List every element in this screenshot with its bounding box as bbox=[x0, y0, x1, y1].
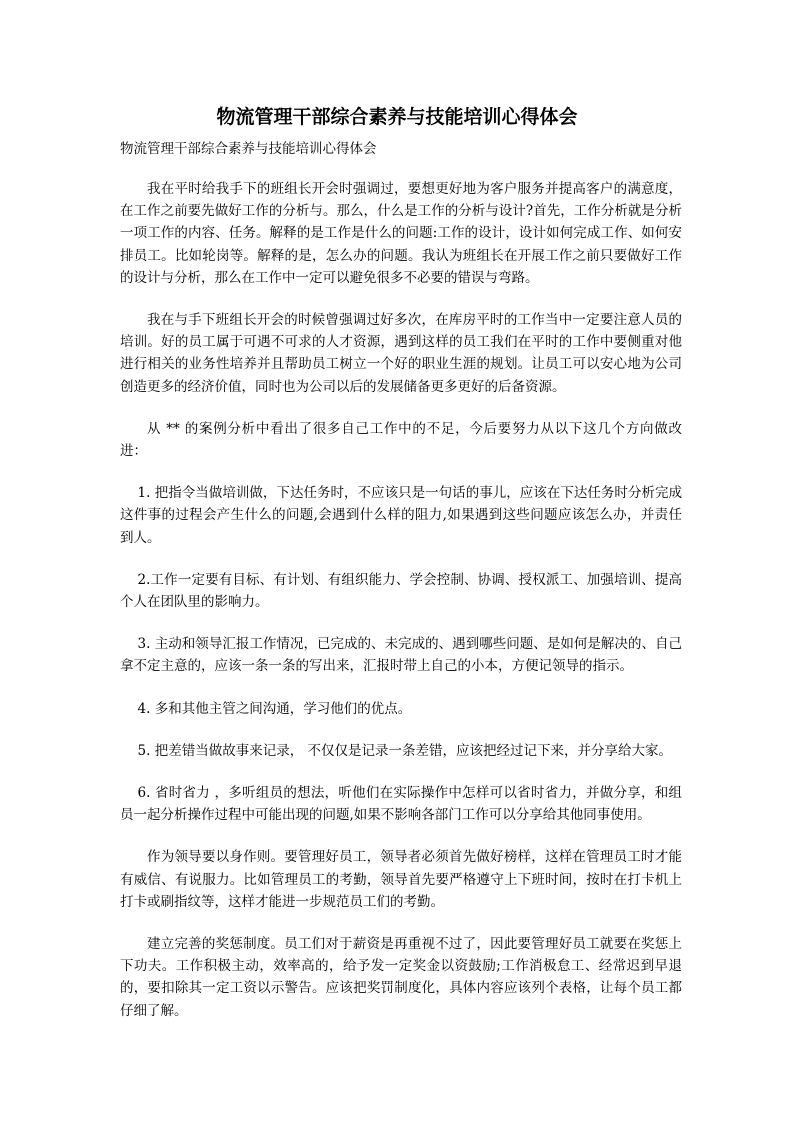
list-item-3: 3. 主动和领导汇报工作情况，已完成的、未完成的、遇到哪些问题、是如何是解决的、自己拿不定主意的，应该一条一条的写出来，汇报时带上自己的小本，方便记领导的指示。 bbox=[120, 636, 682, 675]
list-item-2: 2.工作一定要有目标、有计划、有组织能力、学会控制、协调、授权派工、加强培训、提高个人在团队里的影响力。 bbox=[120, 571, 682, 611]
paragraph-work-analysis: 我在平时给我手下的班组长开会时强调过，要想更好地为客户服务并提高客户的满意度，在工作之前要先做好工作的分析与。那么，什么是工作的分析与设计?首先，工作分析就是分析一项工作的内容、任务。解释的是工作是什么的问题:工作的设计，设计如何完成工作、如何安排员工。比如轮岗等。解释的是，怎么办的问题。我认为班组长在开展工作之前只要做好工作的设计与分析，那么在工作中一定可以避免很多不必要的错误与弯路。 bbox=[120, 181, 682, 286]
document-subtitle: 物流管理干部综合素养与技能培训心得体会 bbox=[120, 141, 377, 157]
document-title: 物流管理干部综合素养与技能培训心得体会 bbox=[216, 106, 578, 128]
list-item-4: 4. 多和其他主管之间沟通，学习他们的优点。 bbox=[137, 700, 412, 717]
list-item-5: 5. 把差错当做故事来记录， 不仅仅是记录一条差错，应该把经过记下来，并分享给大家。 bbox=[137, 742, 673, 759]
paragraph-reward-system: 建立完善的奖惩制度。员工们对于薪资是再重视不过了，因此要管理好员工就要在奖惩上下功夫。工作积极主动，效率高的，给予发一定奖金以资鼓励;工作消极怠工、经常迟到早退的，要扣除其一定工资以示警告。应该把奖罚制度化，具体内容应该列个表格，让每个员工都仔细了解。 bbox=[120, 936, 682, 1019]
paragraph-improvement-intro: 从 ** 的案例分析中看出了很多自己工作中的不足，今后要努力从以下这几个方向做改进： bbox=[120, 420, 682, 460]
paragraph-lead-by-example: 作为领导要以身作则。要管理好员工，领导者必须首先做好榜样，这样在管理员工时才能有威信、有说服力。比如管理员工的考勤，领导首先要严格遵守上下班时间，按时在打卡机上打卡或刷指纹等，这样才能进一步规范员工们的考勤。 bbox=[120, 849, 682, 910]
list-item-6: 6. 省时省力 ，多听组员的想法，听他们在实际操作中怎样可以省时省力，并做分享，和组员一起分析操作过程中可能出现的问题,如果不影响各部门工作可以分享给其他同事使用。 bbox=[120, 785, 682, 824]
document-body bbox=[120, 178, 682, 1042]
list-item-1: 1. 把指令当做培训做，下达任务时，不应该只是一句话的事儿，应该在下达任务时分析完成这件事的过程会产生什么的问题,会遇到什么样的阻力,如果遇到这些问题应该怎么办，并责任到人。 bbox=[120, 485, 682, 546]
paragraph-staff-training: 我在与手下班组长开会的时候曾强调过好多次，在库房平时的工作当中一定要注意人员的培训。好的员工属于可遇不可求的人才资源，遇到这样的员工我们在平时的工作中要侧重对他进行相关的业务性培养并且帮助员工树立一个好的职业生涯的规划。让员工可以安心地为公司创造更多的经济价值，同时也为公司以后的发展储备更多更好的后备资源。 bbox=[120, 312, 682, 395]
